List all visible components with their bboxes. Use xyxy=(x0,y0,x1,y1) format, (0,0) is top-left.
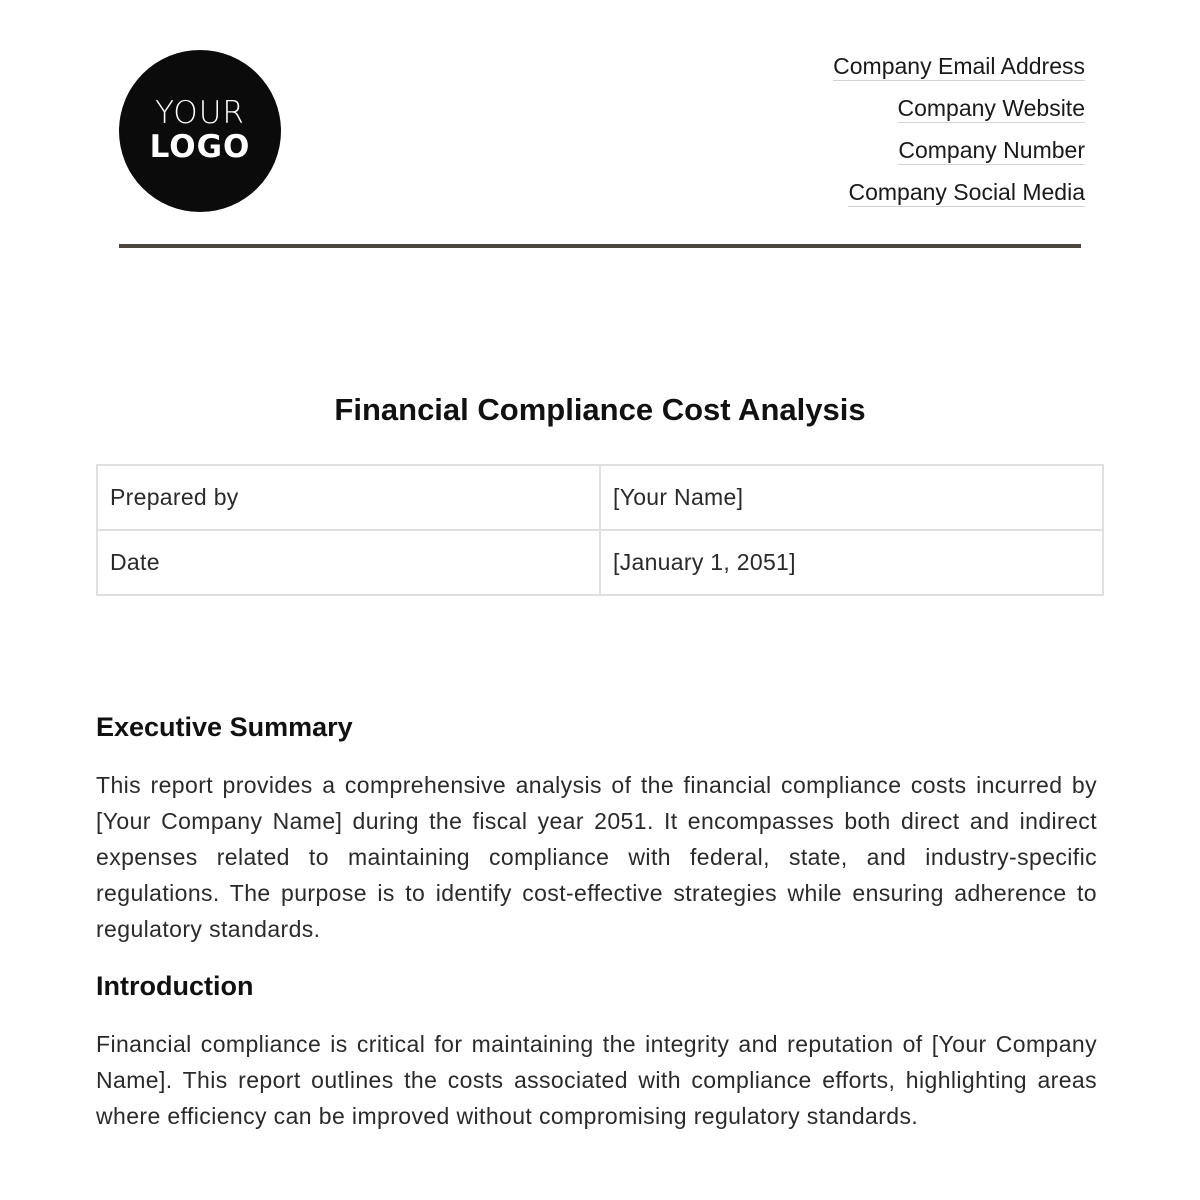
introduction-heading: Introduction xyxy=(96,971,254,1001)
logo-text-line2: LOGO xyxy=(149,129,251,165)
header-divider xyxy=(119,244,1081,248)
prepared-by-label: Prepared by xyxy=(97,465,600,530)
company-contact-block xyxy=(833,52,1085,220)
executive-summary-heading: Executive Summary xyxy=(96,712,353,742)
company-number[interactable]: Company Number xyxy=(898,137,1085,163)
table-row xyxy=(97,465,1103,530)
prepared-by-value: [Your Name] xyxy=(600,465,1103,530)
introduction-section xyxy=(96,971,1097,1134)
table-row xyxy=(97,530,1103,595)
company-social-media[interactable]: Company Social Media xyxy=(848,179,1085,205)
company-logo xyxy=(119,50,281,212)
date-value: [January 1, 2051] xyxy=(600,530,1103,595)
company-email[interactable]: Company Email Address xyxy=(833,53,1085,79)
executive-summary-body: This report provides a comprehensive analysis of the financial compliance costs incurred by [Your Company Name] during the fiscal year 2051. It encompasses both direct and indirect expenses related to maintaining compliance with federal, state, and industry-specific regulations. The purpose is to identify cost-effective strategies while ensuring adherence to regulatory standards. xyxy=(96,772,1097,942)
introduction-body: Financial compliance is critical for maintaining the integrity and reputation of [Your Company Name]. This report outlines the costs associated with compliance efforts, highlighting areas where efficiency can be improved without compromising regulatory standards. xyxy=(96,1031,1097,1129)
document-info-table xyxy=(96,464,1104,596)
logo-text-line1: YOUR xyxy=(155,95,245,131)
date-label: Date xyxy=(97,530,600,595)
document-title: Financial Compliance Cost Analysis xyxy=(334,392,866,427)
executive-summary-section xyxy=(96,712,1097,947)
company-website[interactable]: Company Website xyxy=(897,95,1085,121)
